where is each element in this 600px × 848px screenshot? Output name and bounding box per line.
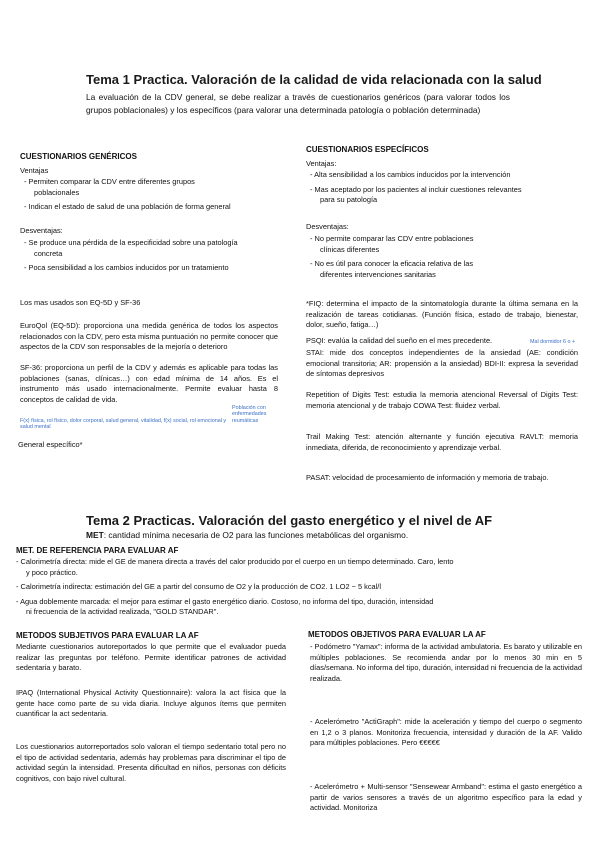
ipaq-paragraph: IPAQ (International Physical Activity Questionnaire): valora la act física que la gente hace como parte de su vida diaria. Incluye algunos ítems que permiten cuantificar la act sedentaria. [16, 688, 286, 719]
especificos-ventajas-list [310, 170, 522, 206]
met-text: : cantidad mínima necesaria de O2 para las funciones metabólicas del organismo. [103, 530, 409, 540]
list-item: para su patología [320, 195, 378, 205]
list-item: - Se produce una pérdida de la especificidad sobre una patología [24, 238, 238, 247]
list-item: - No permite comparar las CDV entre poblaciones [310, 234, 474, 243]
list-item: - Alta sensibilidad a los cambios inducidos por la intervención [310, 170, 511, 179]
list-item: - Indican el estado de salud de una población de forma general [24, 202, 231, 212]
especificos-heading: CUESTIONARIOS ESPECÍFICOS [306, 145, 429, 154]
list-item: - No es útil para conocer la eficacia relativa de las [310, 259, 474, 269]
note-poblacion: Población con enfermedades reumáticas [232, 405, 267, 424]
list-item: concreta [34, 248, 63, 258]
objetivos-heading: METODOS OBJETIVOS PARA EVALUAR LA AF [308, 630, 486, 639]
subjetivos-p1: Mediante cuestionarios autoreportados lo que permite que el evaluador pueda realizar las preguntas por teléfono. Permite identificar patrones de actividad sedentaria y barato. [16, 642, 286, 673]
list-item: poblacionales [34, 187, 80, 197]
subjetivos-heading: METODOS SUBJETIVOS PARA EVALUAR LA AF [16, 631, 199, 640]
psqi-paragraph: PSQI: evalúa la calidad del sueño en el mes precedente. [306, 336, 493, 345]
list-item: clínicas diferentes [320, 244, 380, 254]
especificos-desventajas-label: Desventajas: [306, 222, 349, 231]
especificos-ventajas-label: Ventajas: [306, 159, 337, 168]
pasat-paragraph: PASAT: velocidad de procesamiento de información y memoria de trabajo. [306, 473, 549, 482]
list-item: - Permiten comparar la CDV entre diferentes grupos [24, 177, 195, 186]
stai-paragraph: STAI: mide dos conceptos independientes de la ansiedad (AE: condición emocional transitoria; AR: propensión a la ansiedad) BDI-II: expresa la severidad de síntomas depresivos [306, 348, 578, 379]
genericos-ventajas-list [24, 177, 231, 213]
sf36-paragraph: SF-36: proporciona un perfil de la CDV y además es aplicable para todas las poblaciones (sanas, clínicas…) con edad mínima de 14 años. Es el instrumento más usado internacionalmente. Permite evaluar hasta 8 conceptos de calidad de vida. [20, 363, 278, 404]
sensewear-paragraph: - Acelerómetro + Multi-sensor "Sensewear Armband": estima el gasto energético a partir de varios sensores a través de un algoritmo específico para la edad y actividad. Monitoriza [310, 782, 582, 813]
list-item: - Calorimetría indirecta: estimación del GE a partir del consumo de O2 y la producción de CO2. 1 LO2 ~ 5 kcal/l [16, 582, 381, 592]
list-item: - Mas aceptado por los pacientes al incluir cuestiones relevantes [310, 184, 522, 194]
ref-heading: MET. DE REFERENCIA PARA EVALUAR AF [16, 546, 179, 555]
list-item: ni frecuencia de la actividad realizada, "GOLD STANDAR". [26, 607, 219, 617]
list-item: - Calorimetría directa: mide el GE de manera directa a través del calor producido por el cuerpo en un tiempo determinado. Caro, lento [16, 557, 454, 566]
subjetivos-p3: Los cuestionarios autorreportados solo valoran el tiempo sedentario total pero no el tipo de actividad sedentaria, además hay problemas para discriminar el tipo de actividad según la intensidad. Presenta dificultad en niños, personas con déficits cognitivos, con bajo nivel cultural. [16, 742, 286, 783]
genericos-desventajas-list [24, 238, 238, 274]
list-item: - Agua doblemente marcada: el mejor para estimar el gasto energético diario. Costoso, no informa del tipo, duración, intensidad [16, 596, 434, 606]
note-mal-dormidor: Mal dormidor 6 o + [530, 339, 576, 345]
genericos-ventajas-label: Ventajas [20, 166, 49, 175]
genericos-desventajas-label: Desventajas: [20, 226, 63, 235]
fiq-paragraph: *FIQ: determina el impacto de la sintomatología durante la última semana en la realización de tareas cotidianas. (Función física, estado de trabajo, bienestar, dolor, sueño, fatiga…) [306, 299, 578, 330]
genericos-heading: CUESTIONARIOS GENÉRICOS [20, 152, 137, 161]
mas-usados: Los mas usados son EQ-5D y SF-36 [20, 298, 141, 307]
note-dimensiones: F(x) física, rol físico, dolor corporal, salud general, vitalidad, f(x) social, rol emocional y salud mental [20, 418, 227, 431]
met-label: MET [86, 530, 104, 540]
met-definition [86, 530, 408, 540]
list-item: diferentes intervenciones sanitarias [320, 269, 436, 279]
euroqol-paragraph: EuroQol (EQ-5D): proporciona una medida genérica de todos los aspectos relacionados con la CDV, pero esta misma puntuación no permite conocer que aspectos de la CDV son responsables de la mejoría o deterioro [20, 321, 278, 352]
list-item: - Poca sensibilidad a los cambios inducidos por un tratamiento [24, 263, 229, 273]
tema2-title: Tema 2 Practicas. Valoración del gasto energético y el nivel de AF [86, 513, 493, 528]
digits-paragraph: Repetition of Digits Test: estudia la memoria atencional Reversal of Digits Test: memoria atencional y de trabajo COWA Test: fluidez verbal. [306, 390, 578, 410]
ref-list [16, 557, 454, 618]
trail-paragraph: Trail Making Test: atención alternante y función ejecutiva RAVLT: memoria inmediata, diferida, de reconocimiento y aprendizaje verbal. [306, 432, 578, 452]
list-item: y poco práctico. [26, 567, 78, 577]
podometro-paragraph: - Podómetro "Yamax": informa de la actividad ambulatoria. Es barato y utilizable en múltiples poblaciones. Se recomienda andar por lo menos 30 min en 5 días/semana. No informa del tipo, duración, intensidad ni frecuencia de la actividad realizada. [310, 642, 582, 683]
tema1-title: Tema 1 Practica. Valoración de la calidad de vida relacionada con la salud [86, 72, 542, 87]
actigraph-paragraph: - Acelerómetro "ActiGraph": mide la aceleración y tiempo del cuerpo o segmento en 1,2 o 3 planos. Monitoriza frecuencia, intensidad y duración de la AF. Valido para múltiples poblaciones. Pero €€€€€ [310, 717, 582, 748]
general-especifico: General específico* [18, 440, 83, 449]
tema1-intro: La evaluación de la CDV general, se debe realizar a través de cuestionarios genéricos (para valorar todos los grupos poblacionales) y los específicos (para valorar una determinada patología o población determinada) [86, 92, 510, 115]
especificos-desventajas-list [310, 234, 474, 280]
